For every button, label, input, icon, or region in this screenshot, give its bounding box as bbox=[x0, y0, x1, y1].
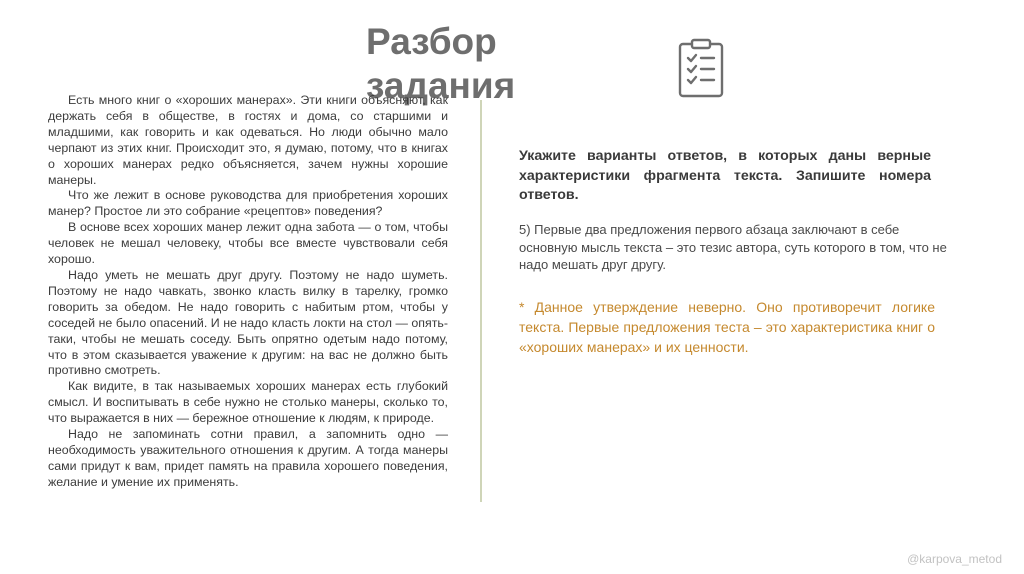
source-paragraph: Надо уметь не мешать друг другу. Поэтому не надо шуметь. Поэтому не надо чавкать, звонко класть вилку в тарелку, громко говорить за обедом. Не надо говорить с набитым ртом, чтобы у соседей не было опасений. И не надо класть локти на стол — опять-таки, чтобы не мешать соседу. Быть опрятно одетым надо потому, что в этом сказывается уважение к другим: на вас не должно быть противно смотреть. bbox=[48, 267, 448, 378]
watermark: @karpova_metod bbox=[907, 552, 1002, 566]
source-paragraph: Есть много книг о «хороших манерах». Эти книги объясняют, как держать себя в обществе, в гостях и дома, со старшими и младшими, как говорить и как одеваться. Но люди обычно мало черпают из этих книг. Происходит это, я думаю, потому, что в книгах о хороших манерах редко объясняется, зачем нужны хорошие манеры. bbox=[48, 93, 448, 187]
source-paragraph: В основе всех хороших манер лежит одна забота — о том, чтобы человек не мешал человеку, чтобы все вместе чувствовали себя хорошо. bbox=[48, 220, 448, 267]
task-heading: Укажите варианты ответов, в которых даны верные характеристики фрагмента текста. Запишите номера ответов. bbox=[519, 148, 931, 203]
source-paragraph: Как видите, в так называемых хороших манерах есть глубокий смысл. И воспитывать в себе нужно не столько манеры, сколько то, что выражается в них — бережное отношение к людям, к природе. bbox=[48, 379, 448, 426]
source-text bbox=[48, 93, 448, 491]
clipboard-checklist-icon bbox=[676, 38, 726, 98]
answer-comment: * Данное утверждение неверно. Оно противоречит логике текста. Первые предложения теста – это характеристика книг о «хороших манерах» и их ценности. bbox=[519, 299, 935, 355]
slide-title-line-1: Разбор bbox=[366, 21, 497, 62]
source-paragraph: Надо не запоминать сотни правил, а запомнить одно — необходимость уважительного отношения к другим. А тогда манеры сами придут к вам, придет память на правила хорошего поведения, желание и умение их применять. bbox=[48, 427, 448, 489]
vertical-divider bbox=[480, 100, 482, 502]
source-paragraph: Что же лежит в основе руководства для приобретения хороших манер? Простое ли это собрание «рецептов» поведения? bbox=[48, 188, 448, 219]
answer-option: 5) Первые два предложения первого абзаца заключают в себе основную мысль текста – это тезис автора, суть которого в том, что не надо мешать друг другу. bbox=[519, 222, 947, 272]
slide-title-line-2: задания bbox=[366, 65, 516, 106]
